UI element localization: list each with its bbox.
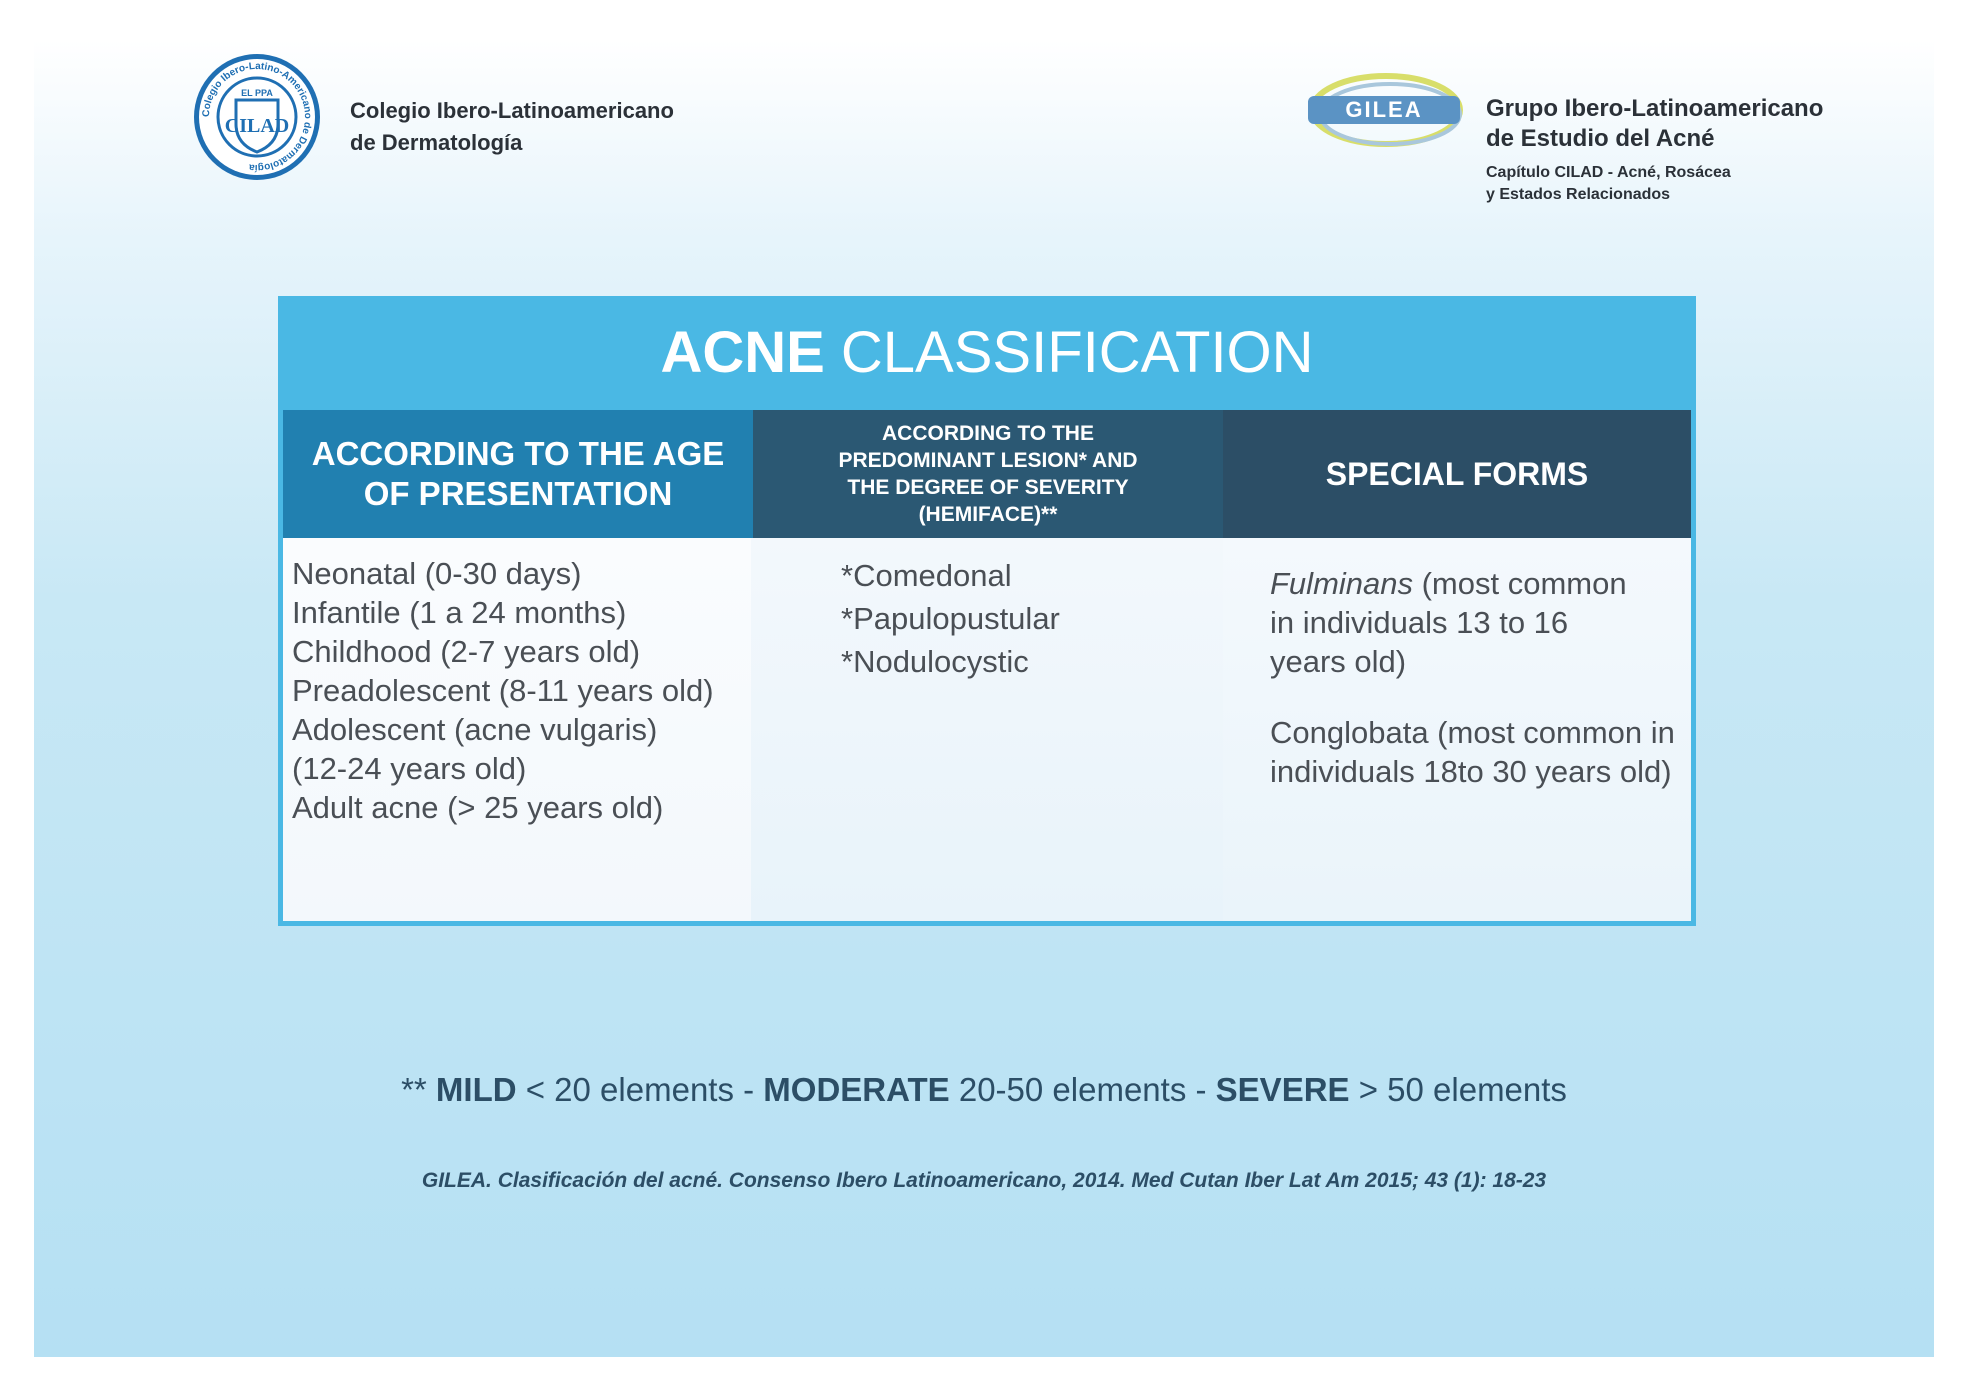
poster [34,0,1934,1357]
column-body-lesion [751,538,1223,921]
column-header-age-line1: ACCORDING TO THE AGE [311,435,725,472]
column-header-lesion-line2: PREDOMINANT LESION* AND [838,449,1138,472]
column-header-age-line2: OF PRESENTATION [363,475,673,512]
list-item: Infantile (1 a 24 months) [292,595,627,630]
cilad-seal-ring-text: Colegio Ibero-Latino-Americano de Dermatología [200,60,314,174]
cilad-name-line2: de Dermatología [350,130,523,155]
severity-mild-label: MILD [435,1071,517,1108]
cilad-seal-center-text: CILAD [224,115,290,137]
column-header-lesion-line4: (HEMIFACE)** [918,503,1058,526]
severity-moderate-label: MODERATE [763,1071,950,1108]
special-form-conglobata-line2: individuals 18to 30 years old) [1270,754,1672,789]
list-item: Childhood (2-7 years old) [292,634,641,669]
column-header-lesion [753,410,1223,538]
severity-moderate-text: 20-50 elements - [949,1071,1216,1108]
severity-mild-text: < 20 elements - [516,1071,764,1108]
column-body-special-forms [1223,538,1691,921]
table-title [278,320,1696,386]
cilad-seal-top-text: EL PPA [241,88,273,98]
special-form-conglobata [1270,713,1691,791]
severity-severe-text: > 50 elements [1349,1071,1567,1108]
column-body-age [283,538,751,921]
special-form-fulminans-line1: (most common [1413,566,1627,601]
special-form-fulminans-line3: years old) [1270,644,1407,679]
gilea-sub-line2: y Estados Relacionados [1486,186,1671,203]
column-header-special-forms-text: SPECIAL FORMS [1325,456,1589,492]
special-form-fulminans-name: Fulminans [1270,566,1413,601]
cilad-name-line1: Colegio Ibero-Latinoamericano [350,98,674,123]
list-item: *Papulopustular [841,601,1060,636]
list-item: Neonatal (0-30 days) [292,556,582,591]
list-item: Adolescent (acne vulgaris) [292,712,658,747]
severity-prefix: ** [401,1071,436,1108]
list-item: Preadolescent (8-11 years old) [292,673,714,708]
gilea-logo [1304,70,1464,150]
gilea-name-line2: de Estudio del Acné [1486,125,1715,152]
gilea-subtitle [1486,162,1731,206]
list-item: Adult acne (> 25 years old) [292,790,664,825]
special-form-fulminans [1270,564,1691,681]
column-header-age [283,410,753,538]
gilea-logo-text: GILEA [1345,97,1423,122]
list-item: *Nodulocystic [841,644,1029,679]
cilad-name [350,95,674,159]
gilea-sub-line1: Capítulo CILAD - Acné, Rosácea [1486,164,1731,181]
list-item: (12-24 years old) [292,751,527,786]
severity-severe-label: SEVERE [1215,1071,1350,1108]
table-title-rest: CLASSIFICATION [824,320,1314,385]
table-title-bold: ACNE [660,320,825,385]
cilad-seal-logo [192,52,322,182]
special-form-conglobata-line1: Conglobata (most common in [1270,715,1675,750]
severity-legend [34,1070,1934,1110]
classification-table [278,296,1696,926]
citation: GILEA. Clasificación del acné. Consenso Ibero Latinoamericano, 2014. Med Cutan Iber Lat Am 2015; 43 (1): 18-23 [421,1169,1547,1192]
gilea-name-line1: Grupo Ibero-Latinoamericano [1486,95,1824,122]
column-header-lesion-line1: ACCORDING TO THE [882,422,1094,445]
column-header-lesion-line3: THE DEGREE OF SEVERITY [847,476,1129,499]
special-form-fulminans-line2: in individuals 13 to 16 [1270,605,1569,640]
gilea-name [1486,94,1823,154]
column-header-special-forms [1223,410,1691,538]
list-item: *Comedonal [841,558,1012,593]
